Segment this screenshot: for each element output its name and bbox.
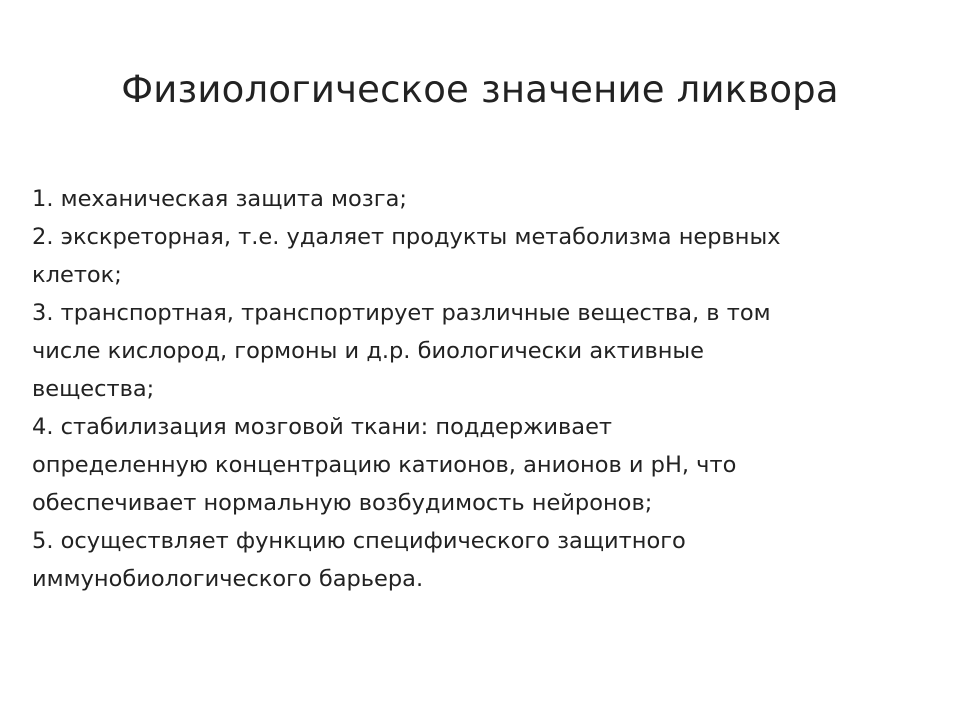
- body-line-item-2: 2. экскреторная, т.е. удаляет продукты метаболизма нервных: [32, 224, 781, 250]
- body-line-item-3-cont-2: вещества;: [32, 376, 155, 402]
- body-line-item-4-cont-2: обеспечивает нормальную возбудимость нейронов;: [32, 490, 653, 516]
- body-line-item-1: 1. механическая защита мозга;: [32, 186, 407, 212]
- body-line-item-3-cont: числе кислород, гормоны и д.р. биологически активные: [32, 338, 705, 364]
- slide-body: [32, 180, 922, 598]
- body-line-item-2-cont: клеток;: [32, 262, 122, 288]
- body-line-item-4: 4. стабилизация мозговой ткани: поддерживает: [32, 414, 613, 440]
- body-line-item-3: 3. транспортная, транспортирует различные вещества, в том: [32, 300, 771, 326]
- body-line-item-4-cont: определенную концентрацию катионов, анионов и рН, что: [32, 452, 737, 478]
- body-line-item-5-cont: иммунобиологического барьера.: [32, 566, 424, 592]
- body-line-item-5: 5. осуществляет функцию специфического защитного: [32, 528, 686, 554]
- slide-title: Физиологическое значение ликвора: [121, 68, 839, 111]
